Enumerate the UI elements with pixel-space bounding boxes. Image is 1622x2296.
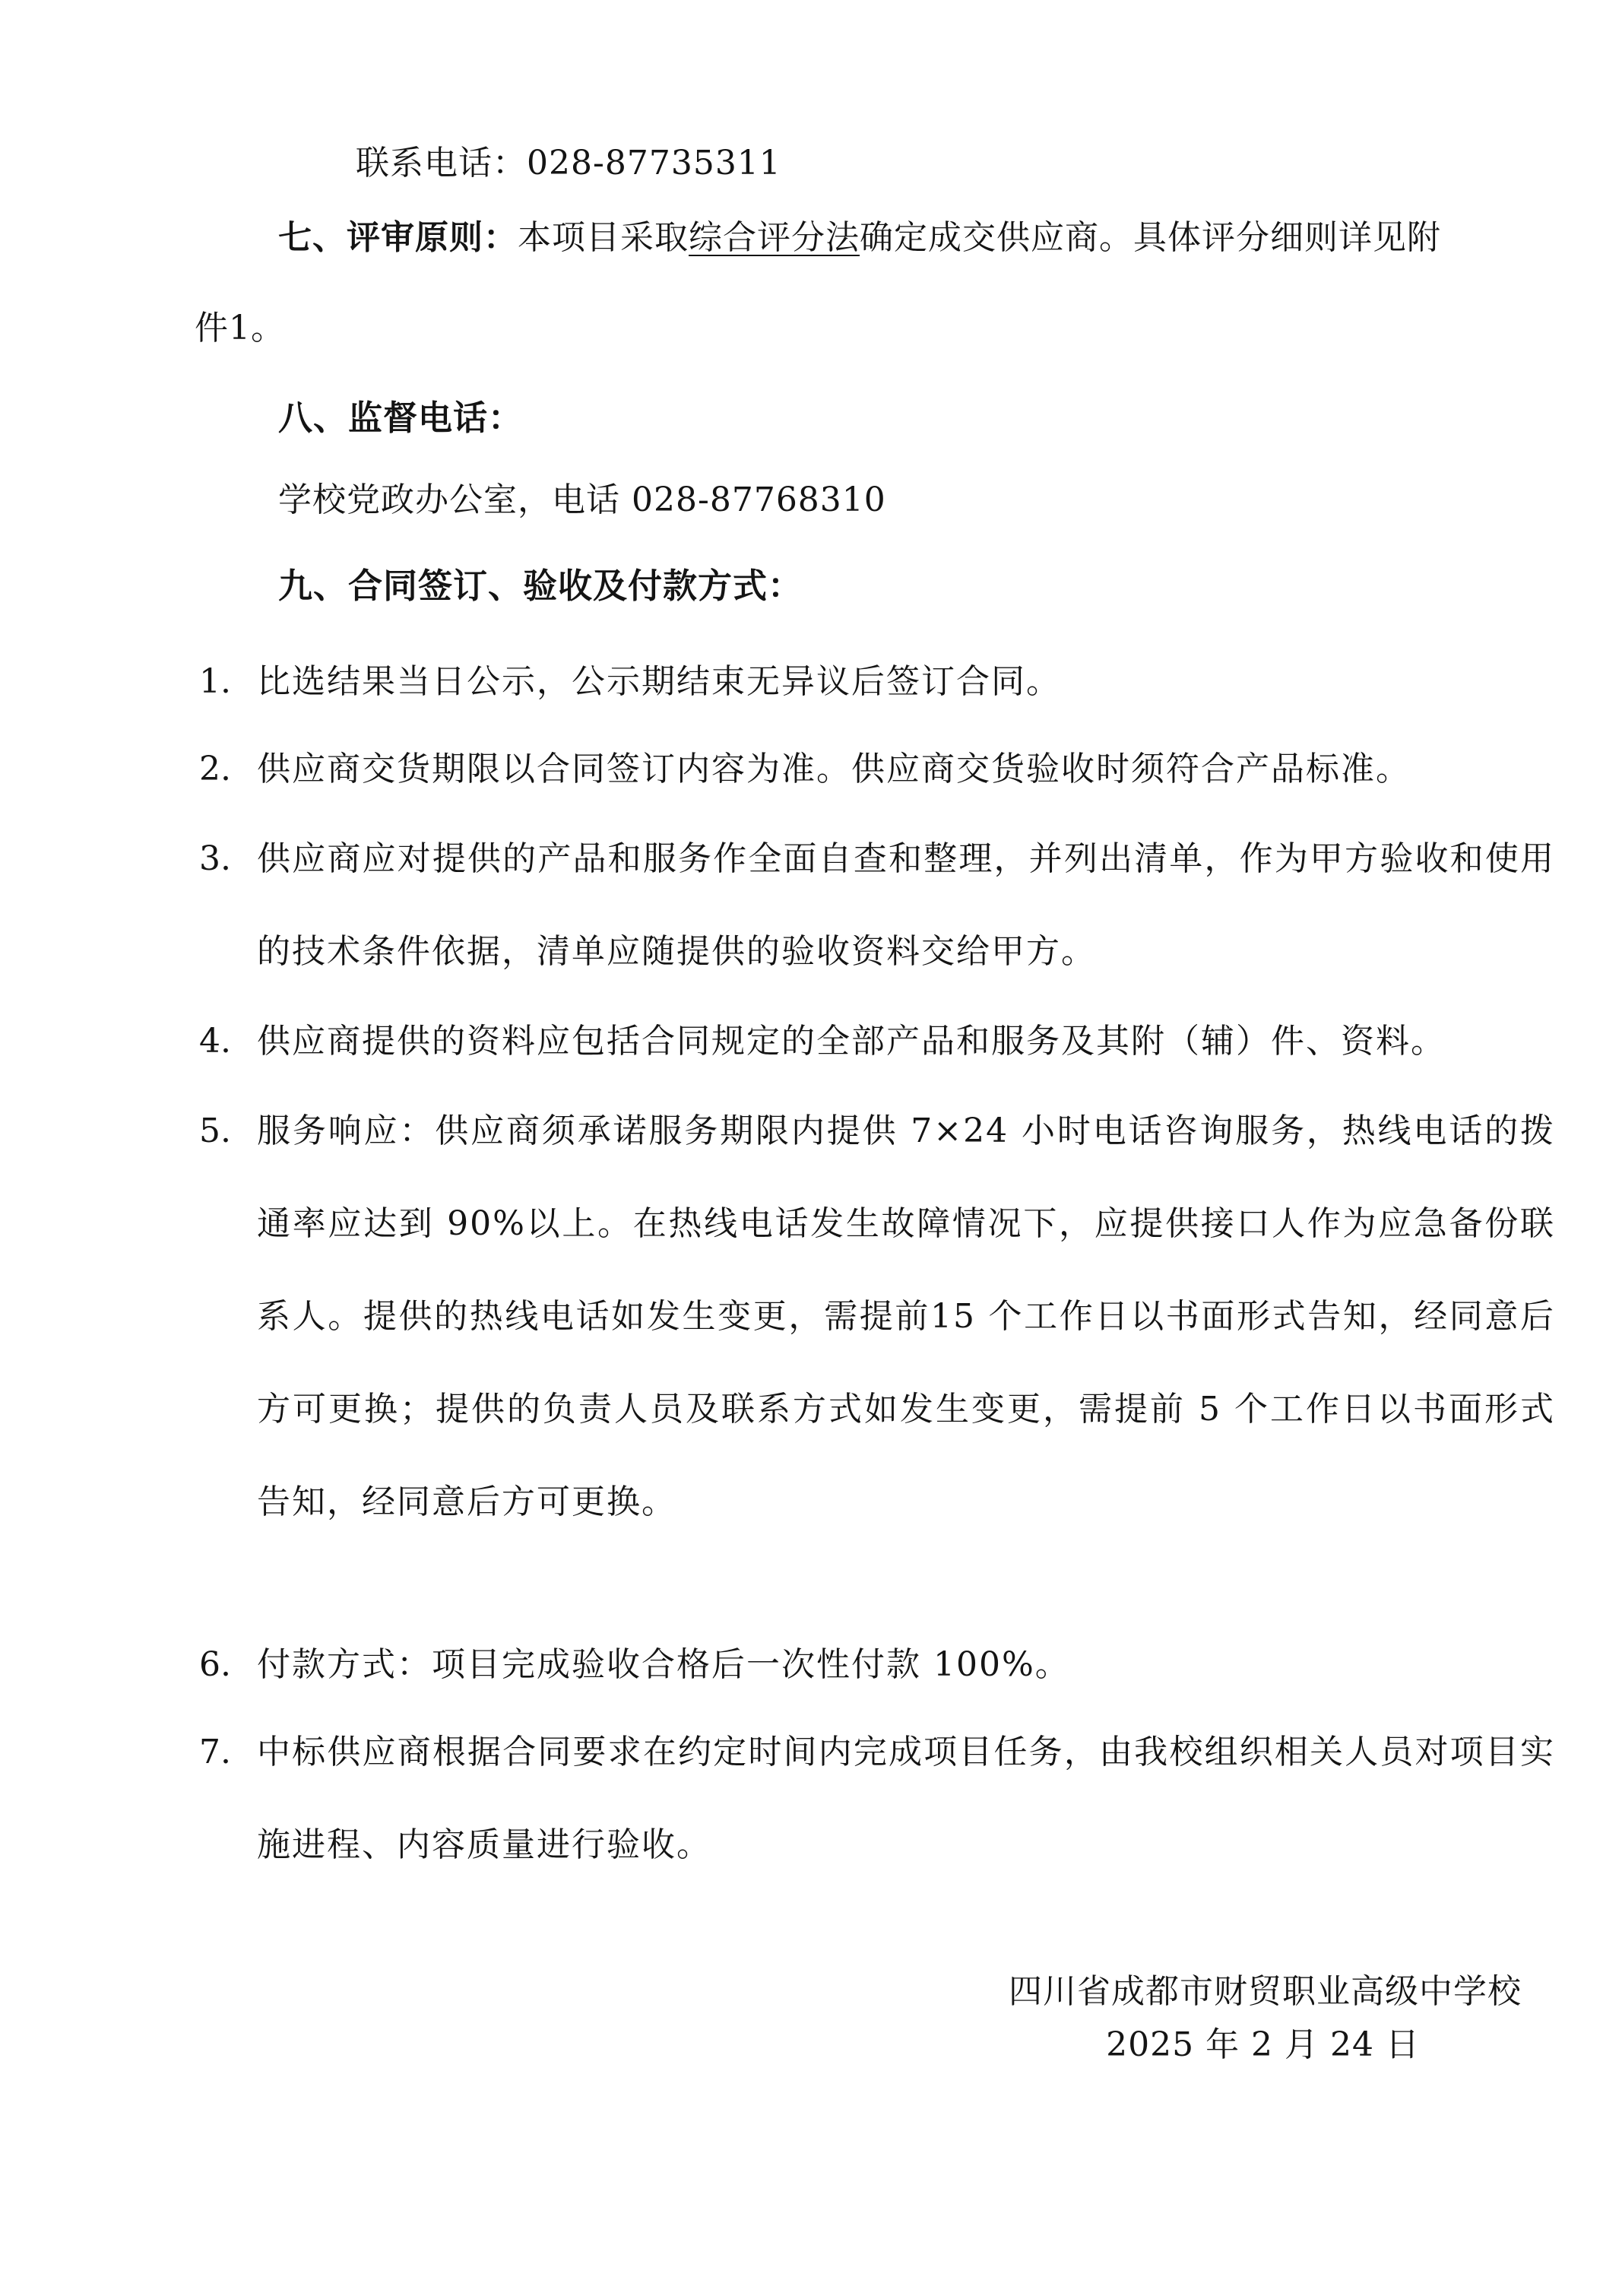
item-number: 6.	[199, 1645, 231, 1684]
contact-phone-line	[356, 141, 781, 186]
section7-underlined-method: 综合评分法	[689, 218, 860, 257]
section7-text-before: 本项目采取	[518, 218, 689, 257]
item-text: 比选结果当日公示，公示期结束无异议后签订合同。	[257, 662, 1061, 701]
item-text: 付款方式：项目完成验收合格后一次性付款 100%。	[257, 1645, 1070, 1684]
item-number: 1.	[199, 662, 231, 701]
section8-supervision-line: 学校党政办公室，电话 028-87768310	[278, 480, 886, 519]
item-text: 供应商交货期限以合同签订内容为准。供应商交货验收时须符合产品标准。	[257, 750, 1411, 788]
section7-heading: 七、评审原则：	[278, 218, 518, 257]
signature-date: 2025 年 2 月 24 日	[1106, 2025, 1420, 2064]
item-number: 4.	[199, 1022, 231, 1061]
contact-phone-value: 028-87735311	[527, 144, 781, 182]
item-text: 供应商应对提供的产品和服务作全面自查和整理，并列出清单，作为甲方验收和使用的技术条件依据，清单应随提供的验收资料交给甲方。	[257, 839, 1555, 971]
section8-heading: 八、监督电话：	[278, 398, 524, 438]
section7-continuation: 件1。	[195, 309, 285, 347]
item-number: 3.	[199, 839, 231, 878]
section7-line	[278, 215, 1441, 261]
item-number: 7.	[199, 1733, 231, 1771]
section9-heading: 九、合同签订、验收及付款方式：	[278, 566, 803, 606]
contact-phone-label: 联系电话：	[356, 144, 527, 182]
item-number: 2.	[199, 750, 231, 788]
signature-organization: 四川省成都市财贸职业高级中学校	[1009, 1972, 1522, 2011]
item-text: 供应商提供的资料应包括合同规定的全部产品和服务及其附（辅）件、资料。	[257, 1022, 1446, 1061]
item-number: 5.	[199, 1112, 231, 1150]
item-text: 服务响应：供应商须承诺服务期限内提供 7×24 小时电话咨询服务，热线电话的拨通率应达到 90%以上。在热线电话发生故障情况下，应提供接口人作为应急备份联系人。提供的热线电话如发生变更，需提前15 个工作日以书面形式告知，经同意后方可更换；提供的负责人员及联系方式如发生变更，需提前 5 个工作日以书面形式告知，经同意后方可更换。	[257, 1112, 1555, 1521]
section7-text-after: 确定成交供应商。具体评分细则详见附	[860, 218, 1441, 257]
item-text: 中标供应商根据合同要求在约定时间内完成项目任务，由我校组织相关人员对项目实施进程、内容质量进行验收。	[257, 1733, 1555, 1864]
